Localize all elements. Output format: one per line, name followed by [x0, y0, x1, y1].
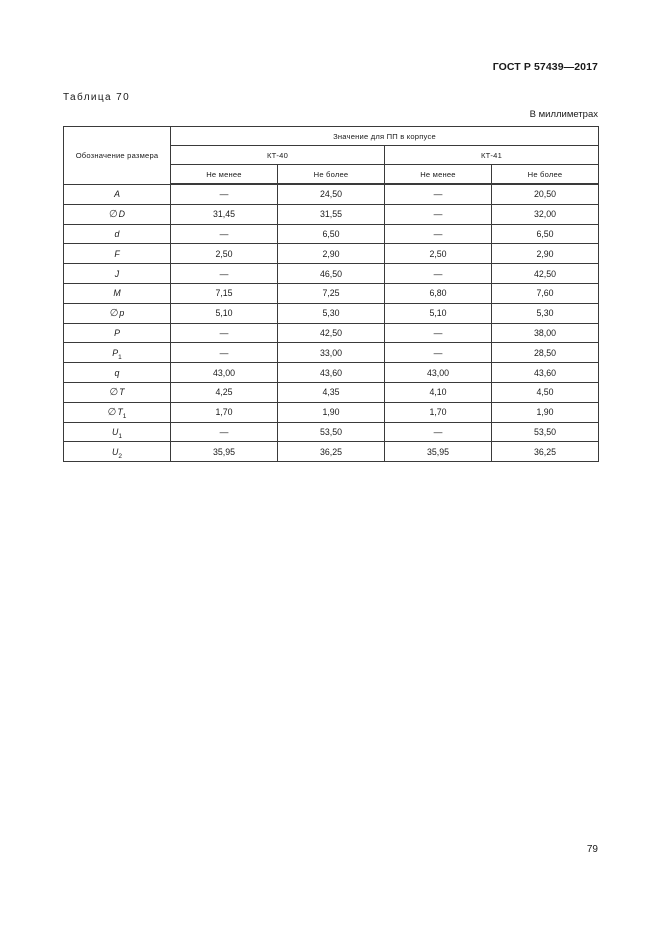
symbol-subscript: 1: [118, 353, 122, 361]
value-cell: 5,10: [171, 303, 278, 323]
dimension-symbol: [64, 244, 171, 264]
value-cell: 31,45: [171, 204, 278, 224]
value-cell: 33,00: [278, 343, 385, 363]
symbol-letter: q: [114, 367, 120, 378]
table-row: [64, 283, 599, 303]
symbol-letter: P: [114, 327, 120, 338]
header-min: Не менее: [171, 165, 278, 185]
value-cell: —: [171, 422, 278, 442]
value-cell: 6,50: [492, 224, 599, 244]
value-cell: 4,35: [278, 382, 385, 402]
symbol-letter: F: [114, 248, 120, 259]
table-row: [64, 402, 599, 422]
value-cell: 46,50: [278, 264, 385, 284]
value-cell: 42,50: [278, 323, 385, 343]
symbol-letter: J: [114, 268, 120, 279]
dimension-symbol: [64, 382, 171, 402]
header-symbol: Обозначение размера: [64, 127, 171, 185]
value-cell: 36,25: [278, 442, 385, 462]
table-row: [64, 382, 599, 402]
value-cell: 2,90: [278, 244, 385, 264]
value-cell: —: [171, 224, 278, 244]
diameter-icon: ∅: [109, 386, 119, 398]
value-cell: 2,90: [492, 244, 599, 264]
value-cell: 7,60: [492, 283, 599, 303]
value-cell: 4,25: [171, 382, 278, 402]
value-cell: 43,00: [171, 363, 278, 383]
table-row: [64, 343, 599, 363]
dimension-symbol: [64, 283, 171, 303]
value-cell: 7,25: [278, 283, 385, 303]
value-cell: 35,95: [171, 442, 278, 462]
value-cell: 1,90: [278, 402, 385, 422]
value-cell: 43,60: [492, 363, 599, 383]
dimensions-table: [63, 126, 599, 462]
value-cell: 4,10: [385, 382, 492, 402]
dimension-symbol: [64, 204, 171, 224]
value-cell: 7,15: [171, 283, 278, 303]
header-max: Не более: [278, 165, 385, 185]
value-cell: 5,30: [278, 303, 385, 323]
symbol-letter: A: [114, 189, 120, 200]
dimension-symbol: [64, 363, 171, 383]
value-cell: 1,70: [171, 402, 278, 422]
value-cell: —: [171, 323, 278, 343]
dimension-symbol: [64, 442, 171, 462]
symbol-letter: T: [117, 406, 123, 417]
table-row: [64, 422, 599, 442]
symbol-letter: P: [112, 347, 119, 358]
symbol-subscript: 1: [118, 432, 122, 440]
page-number: 79: [586, 844, 598, 855]
table-row: [64, 363, 599, 383]
symbol-letter: D: [118, 208, 126, 219]
value-cell: 53,50: [278, 422, 385, 442]
diameter-icon: ∅: [108, 208, 118, 220]
value-cell: 28,50: [492, 343, 599, 363]
symbol-subscript: 2: [118, 452, 122, 460]
dimension-symbol: [64, 343, 171, 363]
value-cell: 1,90: [492, 402, 599, 422]
table-row: [64, 303, 599, 323]
header-package-kt41: КТ-41: [385, 146, 599, 165]
value-cell: 31,55: [278, 204, 385, 224]
diameter-icon: ∅: [107, 406, 117, 418]
value-cell: 6,80: [385, 283, 492, 303]
value-cell: 5,10: [385, 303, 492, 323]
value-cell: —: [385, 224, 492, 244]
symbol-letter: T: [119, 386, 125, 397]
value-cell: —: [171, 184, 278, 204]
value-cell: 38,00: [492, 323, 599, 343]
document-code: ГОСТ Р 57439—2017: [492, 61, 598, 73]
symbol-letter: U: [112, 446, 119, 457]
dimension-symbol: [64, 224, 171, 244]
table-row: [64, 323, 599, 343]
header-min: Не менее: [385, 165, 492, 185]
value-cell: —: [171, 264, 278, 284]
value-cell: —: [385, 422, 492, 442]
units-note: В миллиметрах: [529, 109, 598, 120]
table-row: [64, 224, 599, 244]
header-value-group: Значение для ПП в корпусе: [171, 127, 599, 146]
header-package-kt40: КТ-40: [171, 146, 385, 165]
diameter-icon: ∅: [109, 307, 119, 319]
value-cell: —: [385, 264, 492, 284]
value-cell: —: [385, 323, 492, 343]
value-cell: 43,60: [278, 363, 385, 383]
table-row: [64, 184, 599, 204]
dimension-symbol: [64, 184, 171, 204]
symbol-letter: p: [119, 307, 125, 318]
symbol-subscript: 1: [122, 412, 127, 420]
value-cell: 2,50: [171, 244, 278, 264]
value-cell: —: [385, 184, 492, 204]
table-row: [64, 264, 599, 284]
value-cell: 6,50: [278, 224, 385, 244]
symbol-letter: d: [114, 228, 120, 239]
table-row: [64, 442, 599, 462]
value-cell: 5,30: [492, 303, 599, 323]
dimension-symbol: [64, 303, 171, 323]
value-cell: 36,25: [492, 442, 599, 462]
value-cell: 53,50: [492, 422, 599, 442]
table-row: [64, 244, 599, 264]
dimension-symbol: [64, 323, 171, 343]
value-cell: —: [171, 343, 278, 363]
value-cell: 35,95: [385, 442, 492, 462]
table-body: [64, 184, 599, 462]
header-max: Не более: [492, 165, 599, 185]
dimension-symbol: [64, 402, 171, 422]
table-row: [64, 204, 599, 224]
value-cell: 2,50: [385, 244, 492, 264]
dimension-symbol: [64, 422, 171, 442]
symbol-letter: M: [113, 288, 121, 299]
value-cell: 42,50: [492, 264, 599, 284]
value-cell: 32,00: [492, 204, 599, 224]
dimension-symbol: [64, 264, 171, 284]
value-cell: 20,50: [492, 184, 599, 204]
value-cell: —: [385, 343, 492, 363]
value-cell: 4,50: [492, 382, 599, 402]
table-caption: Таблица 70: [63, 92, 131, 103]
value-cell: 24,50: [278, 184, 385, 204]
value-cell: —: [385, 204, 492, 224]
value-cell: 43,00: [385, 363, 492, 383]
value-cell: 1,70: [385, 402, 492, 422]
symbol-letter: U: [112, 426, 119, 437]
